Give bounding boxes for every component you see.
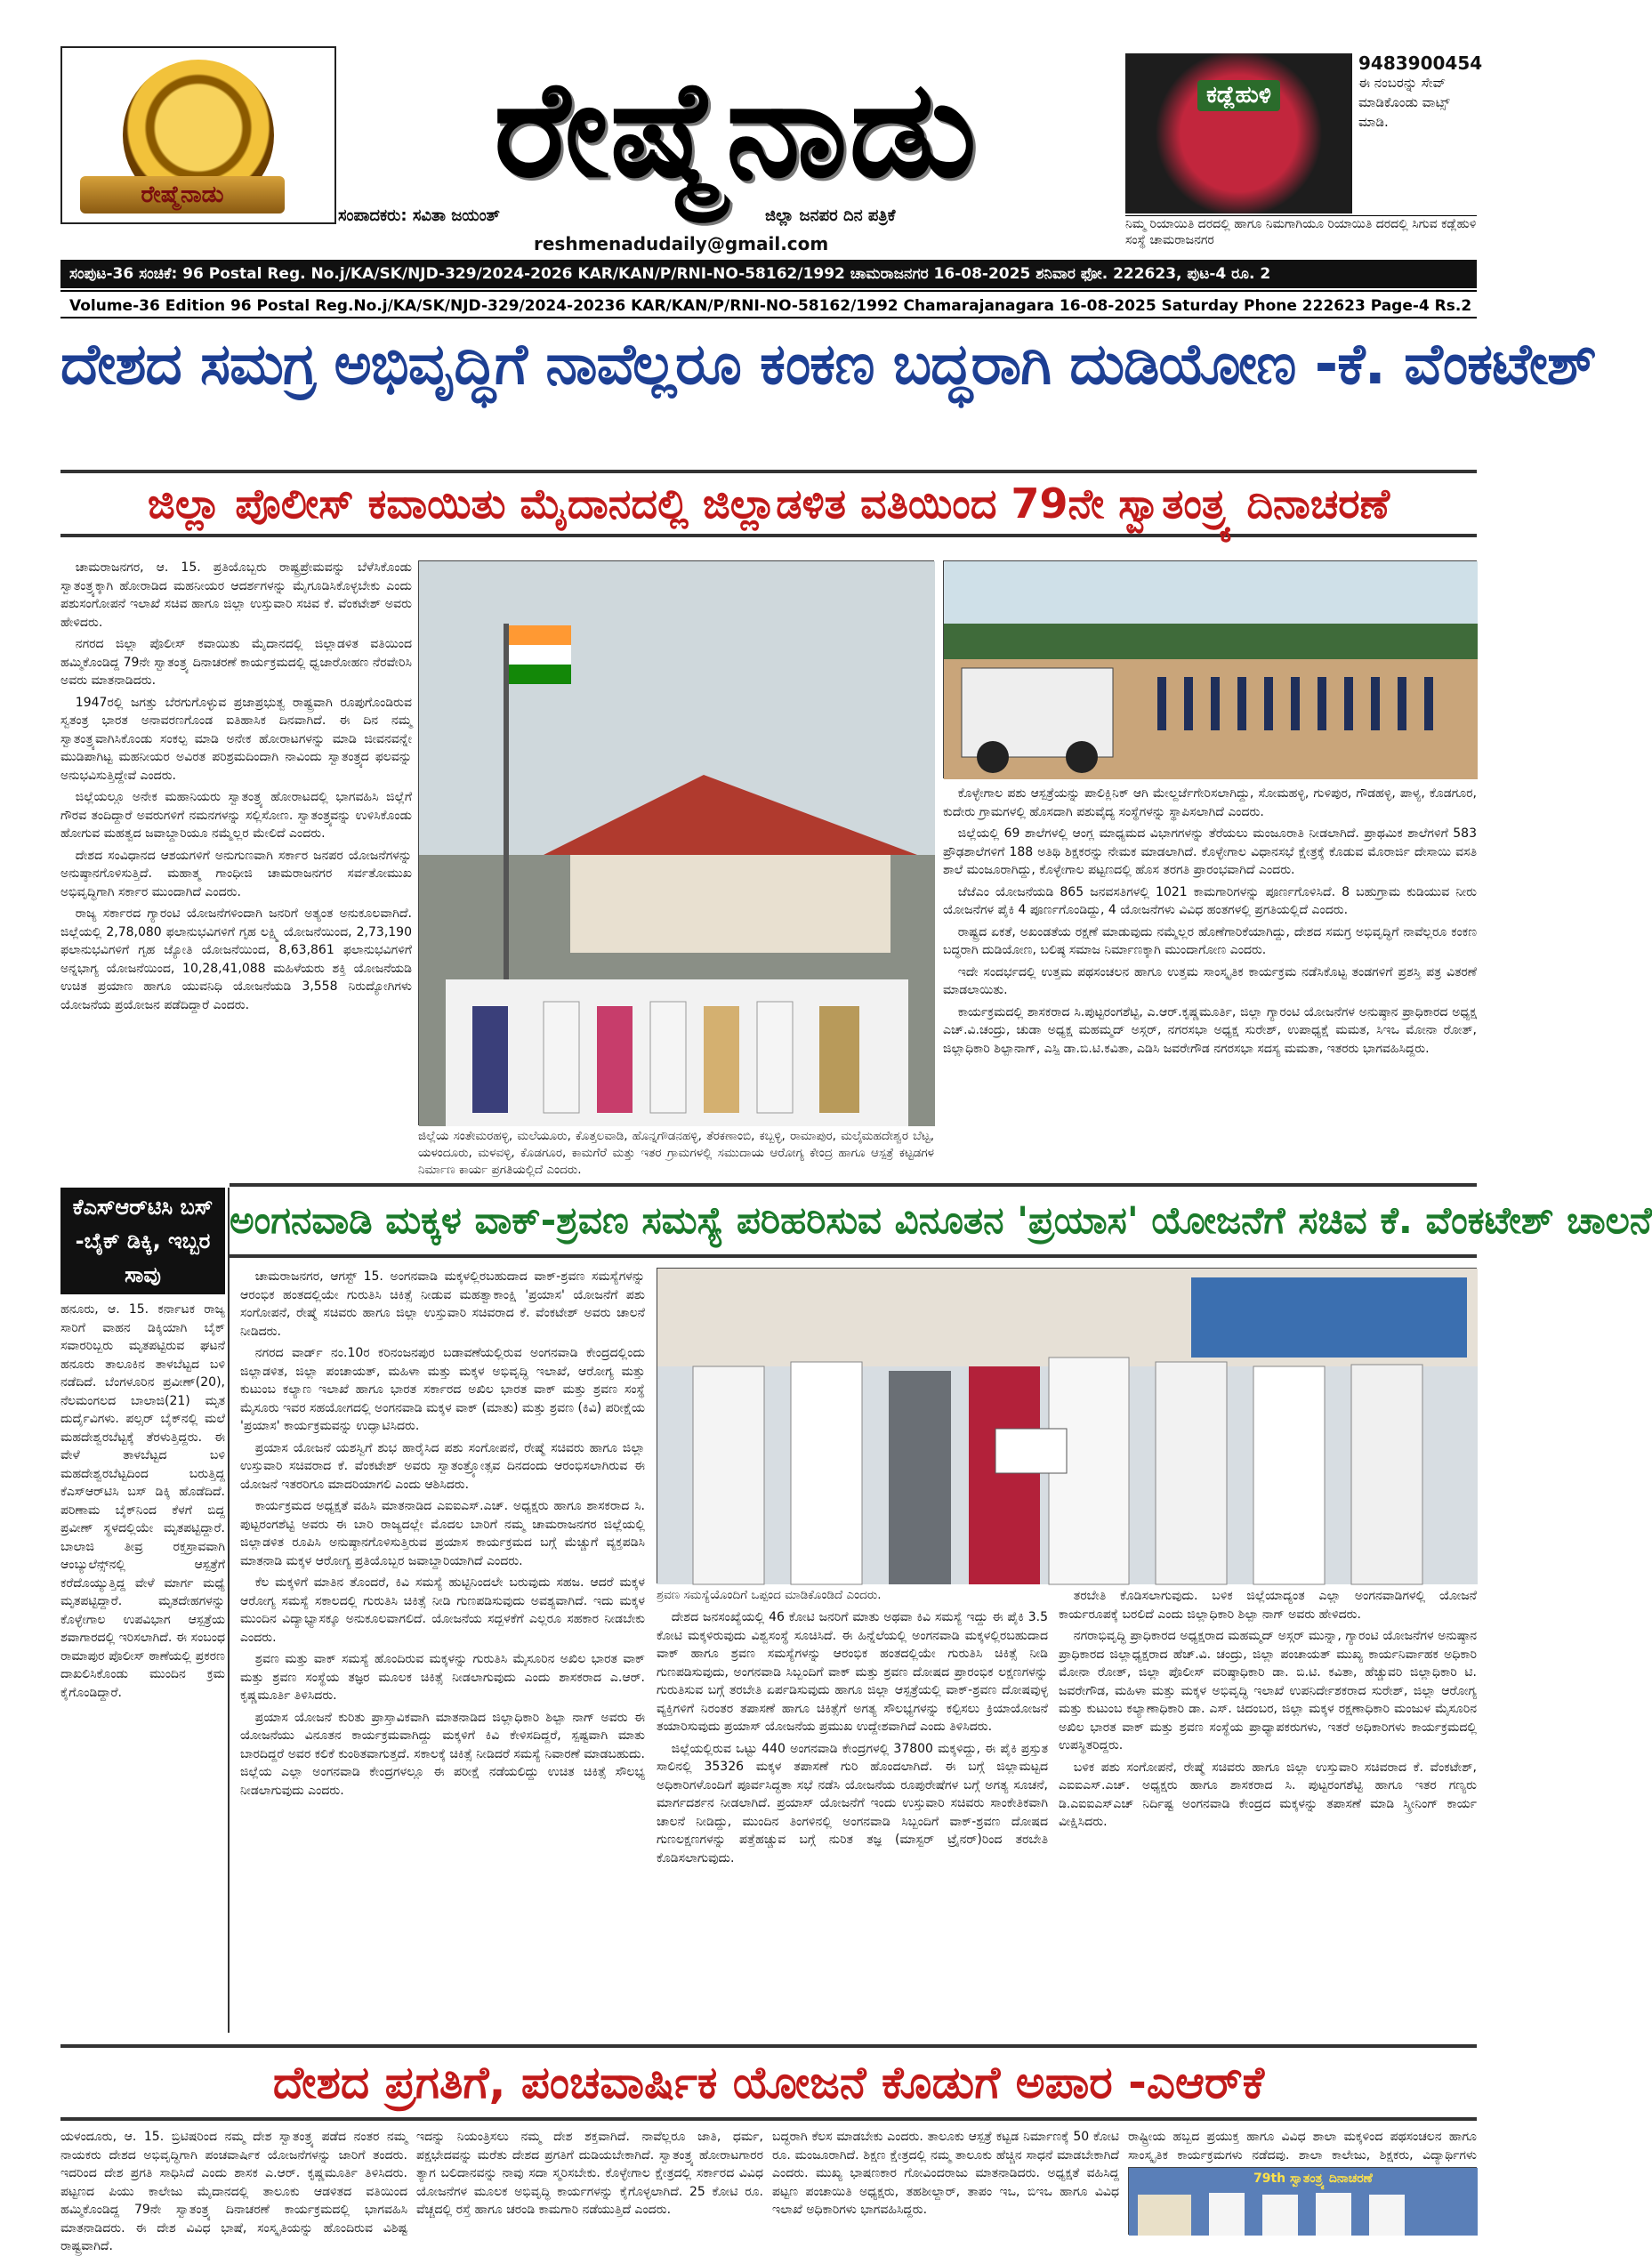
bottom-column-3: ಬದ್ಧರಾಗಿ ಕೆಲಸ ಮಾಡಬೇಕು ಎಂದರು. ತಾಲೂಕು ಆಸ್ಪತ್ರೆ ಕಟ್ಟಡ ನಿರ್ಮಾಣಕ್ಕೆ 50 ಕೋಟಿ ರೂ. ಮಂಜೂರಾಗಿದೆ. ಶಿಕ್ಷಣ ಕ್ಷೇತ್ರದಲ್ಲಿ ನಮ್ಮ ತಾಲೂಕು ಹೆಚ್ಚಿನ ಸಾಧನೆ ಮಾಡಬೇಕಾಗಿದೆ ಎಂದರು. ಮುಖ್ಯ ಭಾಷಣಕಾರ ಗೋವಿಂದರಾಜು ಮಾತನಾಡಿದರು. ಅಧ್ಯಕ್ಷತೆ ವಹಿಸಿದ್ದ ಪಟ್ಟಣ ಪಂಚಾಯಿತಿ ಅಧ್ಯಕ್ಷರು, ತಹಶೀಲ್ದಾರ್, ತಾಪಂ ಇಒ, ಬಿಇಒ ಹಾಗೂ ವಿವಿಧ ಇಲಾಖೆ ಅಧಿಕಾರಿಗಳು ಭಾಗವಹಿಸಿದ್ದರು. [772,2130,1119,2217]
email-address: reshmenadudaily@gmail.com [534,233,829,254]
mid-headline: ಅಂಗನವಾಡಿ ಮಕ್ಕಳ ವಾಕ್-ಶ್ರವಣ ಸಮಸ್ಯೆ ಪರಿಹರಿಸುವ ವಿನೂತನ 'ಪ್ರಯಾಸ' ಯೋಜನೆಗೆ ಸಚಿವ ಕೆ. ವೆಂಕಟೇಶ್ ಚಾಲನೆ [230,1183,1477,1258]
paragraph: ದೇಶದ ಸಂವಿಧಾನದ ಆಶಯಗಳಿಗೆ ಅನುಗುಣವಾಗಿ ಸರ್ಕಾರ ಜನಪರ ಯೋಜನೆಗಳನ್ನು ಅನುಷ್ಠಾನಗೊಳಿಸುತ್ತಿದೆ. ಮಹಾತ್ಮ ಗಾಂಧೀಜಿ ಚಾಮರಾಜನಗರ ಸರ್ವತೋಮುಖ ಅಭಿವೃದ್ಧಿಗಾಗಿ ಸರ್ಕಾರ ಮುಂದಾಗಿದೆ ಎಂದರು. [60,848,412,899]
photo-caption: ಶ್ರವಣ ಸಮಸ್ಯೆಯೊಂದಿಗೆ ಒಪ್ಪಂದ ಮಾಡಿಕೊಂಡಿದೆ ಎಂದರು. [657,1588,882,1602]
parade-illustration [944,561,1478,779]
tagline: ಜಿಲ್ಲಾ ಜನಪರ ದಿನ ಪತ್ರಿಕೆ [765,206,896,225]
newspaper-title: ರೇಷ್ಮೆನಾಡು [494,51,979,207]
bottom-column-4: ರಾಷ್ಟ್ರೀಯ ಹಬ್ಬದ ಪ್ರಯುಕ್ತ ಹಾಗೂ ವಿವಿಧ ಶಾಲಾ ಮಕ್ಕಳಿಂದ ಪಥಸಂಚಲನ ಹಾಗೂ ಸಾಂಸ್ಕೃತಿಕ ಕಾರ್ಯಕ್ರಮಗಳು ನಡೆದವು. ಶಾಲಾ ಕಾಲೇಜು, ಶಿಕ್ಷಕರು, ವಿದ್ಯಾರ್ಥಿಗಳು [1128,2130,1477,2163]
paragraph: ಕೊಳ್ಳೇಗಾಲ ಪಶು ಆಸ್ಪತ್ರೆಯನ್ನು ಪಾಲಿಕ್ಲಿನಿಕ್ ಆಗಿ ಮೇಲ್ದರ್ಜೆಗೇರಿಸಲಾಗಿದ್ದು, ಸೋಮಹಳ್ಳಿ, ಗುಳಿಪುರ, ಗೌಡಹಳ್ಳಿ, ಪಾಳ್ಯ, ಕೊಡಗೂರ, ಕುದೇರು ಗ್ರಾಮಗಳಲ್ಲಿ ಹೊಸದಾಗಿ ಪಶುವೈದ್ಯ ಸಂಸ್ಥೆಗಳನ್ನು ಸ್ಥಾಪಿಸಲಾಗಿದೆ ಎಂದರು. [943,786,1477,819]
info-bar-english: Volume-36 Edition 96 Postal Reg.No.j/KA/SK/NJD-329/2024-20236 KAR/KAN/P/RNI-NO-58162/1992 Chamarajanagara 16-08-2025 Saturday Phone 222623 Page-4 Rs.2 [60,290,1477,318]
mid-column-1 [240,1268,645,2033]
mid-column-2 [657,1608,1048,2034]
paragraph: ಜಿಲ್ಲೆಯಲ್ಲಿ 69 ಶಾಲೆಗಳಲ್ಲಿ ಆಂಗ್ಲ ಮಾಧ್ಯಮದ ವಿಭಾಗಗಳನ್ನು ತೆರೆಯಲು ಮಂಜೂರಾತಿ ನೀಡಲಾಗಿದೆ. ಪ್ರಾಥಮಿಕ ಶಾಲೆಗಳಿಗೆ 583 ಪ್ರೌಢಶಾಲೆಗಳಿಗೆ 188 ಅತಿಥಿ ಶಿಕ್ಷಕರನ್ನು ನೇಮಕ ಮಾಡಲಾಗಿದೆ. ಕೊಳ್ಳೇಗಾಲ ವಿಧಾನಸಭೆ ಕ್ಷೇತ್ರಕ್ಕೆ ಕೊಡುವ ಮೊರಾರ್ಜಿ ದೇಸಾಯಿ ವಸತಿ ಶಾಲೆ ಮಂಜೂರಾಗಿದ್ದು, ಕೊಳ್ಳೇಗಾಲ ಪಟ್ಟಣದಲ್ಲಿ ಹೊಸ ತರಗತಿ ಪ್ರಾರಂಭವಾಗಿದೆ ಎಂದರು. [943,826,1477,877]
mid-column-3 [1059,1587,1477,2034]
paragraph: ರಾಜ್ಯ ಸರ್ಕಾರದ ಗ್ಯಾರಂಟಿ ಯೋಜನೆಗಳಿಂದಾಗಿ ಜನರಿಗೆ ಅತ್ಯಂತ ಅನುಕೂಲವಾಗಿದೆ. ಜಿಲ್ಲೆಯಲ್ಲಿ 2,78,080 ಫಲಾನುಭವಿಗಳಿಗೆ ಗೃಹ ಲಕ್ಷ್ಮಿ ಯೋಜನೆಯಿಂದ, 2,73,190 ಫಲಾನುಭವಿಗಳಿಗೆ ಗೃಹ ಜ್ಯೋತಿ ಯೋಜನೆಯಿಂದ, 8,63,861 ಫಲಾನುಭವಿಗಳಿಗೆ ಅನ್ನಭಾಗ್ಯ ಯೋಜನೆಯಿಂದ, 10,28,41,088 ಮಹಿಳೆಯರು ಶಕ್ತಿ ಯೋಜನೆಯಡಿ ಉಚಿತ ಪ್ರಯಾಣ ಹಾಗೂ ಯುವನಿಧಿ ಯೋಜನೆಯಡಿ 3,558 ನಿರುದ್ಯೋಗಿಗಳು ಯೋಜನೆಯ ಪ್ರಯೋಜನ ಪಡೆದಿದ್ದಾರೆ ಎಂದರು. [60,906,412,1012]
brief-body: ಹನೂರು, ಆ. 15. ಕರ್ನಾಟಕ ರಾಜ್ಯ ಸಾರಿಗೆ ವಾಹನ ಡಿಕ್ಕಿಯಾಗಿ ಬೈಕ್ ಸವಾರರಿಬ್ಬರು ಮೃತಪಟ್ಟಿರುವ ಘಟನೆ ಹನೂರು ತಾಲೂಕಿನ ತಾಳಬೆಟ್ಟದ ಬಳಿ ನಡೆದಿದೆ. ಬೆಂಗಳೂರಿನ ಪ್ರವೀಣ್(20), ನೆಲಮಂಗಲದ ಬಾಲಾಜಿ(21) ಮೃತ ದುರ್ದೈವಿಗಳು. ಪಲ್ಸರ್ ಬೈಕ್‌ನಲ್ಲಿ ಮಲೆ ಮಹದೇಶ್ವರಬೆಟ್ಟಕ್ಕೆ ತೆರಳುತ್ತಿದ್ದರು. ಈ ವೇಳೆ ತಾಳಬೆಟ್ಟದ ಬಳಿ ಮಹದೇಶ್ವರಬೆಟ್ಟದಿಂದ ಬರುತ್ತಿದ್ದ ಕೆಎಸ್ಆರ್‌ಟಿಸಿ ಬಸ್ ಡಿಕ್ಕಿ ಹೊಡೆದಿದೆ. ಪರಿಣಾಮ ಬೈಕ್‌ನಿಂದ ಕೆಳಗೆ ಬಿದ್ದ ಪ್ರವೀಣ್ ಸ್ಥಳದಲ್ಲಿಯೇ ಮೃತಪಟ್ಟಿದ್ದಾರೆ. ಬಾಲಾಜಿ ತೀವ್ರ ರಕ್ತಸ್ರಾವವಾಗಿ ಆಂಬ್ಯುಲೆನ್ಸ್‌ನಲ್ಲಿ ಆಸ್ಪತ್ರೆಗೆ ಕರೆದೊಯ್ಯುತ್ತಿದ್ದ ವೇಳೆ ಮಾರ್ಗ ಮಧ್ಯೆ ಮೃತಪಟ್ಟಿದ್ದಾರೆ. ಮೃತದೇಹಗಳನ್ನು ಕೊಳ್ಳೇಗಾಲ ಉಪವಿಭಾಗ ಆಸ್ಪತ್ರೆಯ ಶವಾಗಾರದಲ್ಲಿ ಇರಿಸಲಾಗಿದೆ. ಈ ಸಂಬಂಧ ರಾಮಾಪುರ ಪೊಲೀಸ್ ಠಾಣೆಯಲ್ಲಿ ಪ್ರಕರಣ ದಾಖಲಿಸಿಕೊಂಡು ಮುಂದಿನ ಕ್ರಮ ಕೈಗೊಂಡಿದ್ದಾರೆ. [60,1302,225,1700]
paragraph: ಪ್ರಯಾಸ ಯೋಜನೆ ಕುರಿತು ಪ್ರಾಸ್ತಾವಿಕವಾಗಿ ಮಾತನಾಡಿದ ಜಿಲ್ಲಾಧಿಕಾರಿ ಶಿಲ್ಪಾ ನಾಗ್ ಅವರು ಈ ಯೋಜನೆಯು ವಿನೂತನ ಕಾರ್ಯಕ್ರಮವಾಗಿದ್ದು ಮಕ್ಕಳಿಗೆ ಕಿವಿ ಕೇಳಿಸದಿದ್ದರೆ, ಸ್ಪಷ್ಟವಾಗಿ ಮಾತು ಬಾರದಿದ್ದರೆ ಅವರ ಕಲಿಕೆ ಕುಂಠಿತವಾಗುತ್ತದೆ. ಸಕಾಲಕ್ಕೆ ಚಿಕಿತ್ಸೆ ನೀಡಿದರೆ ಸಮಸ್ಯೆ ನಿವಾರಣೆ ಮಾಡಬಹುದು. ಜಿಲ್ಲೆಯ ಎಲ್ಲಾ ಅಂಗನವಾಡಿ ಕೇಂದ್ರಗಳಲ್ಲೂ ಈ ಪರೀಕ್ಷೆ ನಡೆಯಲಿದ್ದು ಉಚಿತ ಚಿಕಿತ್ಸೆ ಸೌಲಭ್ಯ ನೀಡಲಾಗುವುದು ಎಂದರು. [240,1710,645,1798]
paragraph: ಬಳಿಕ ಪಶು ಸಂಗೋಪನೆ, ರೇಷ್ಮೆ ಸಚಿವರು ಹಾಗೂ ಜಿಲ್ಲಾ ಉಸ್ತುವಾರಿ ಸಚಿವರಾದ ಕೆ. ವೆಂಕಟೇಶ್, ಎಐಐಎಸ್.ಎಚ್. ಅಧ್ಯಕ್ಷರು ಹಾಗೂ ಶಾಸಕರಾದ ಸಿ. ಪುಟ್ಟರಂಗಶೆಟ್ಟಿ ಹಾಗೂ ಇತರ ಗಣ್ಯರು ಡಿ.ಎಐಐಎಸ್ಎಚ್ ನಿರ್ದಿಷ್ಟ ಅಂಗನವಾಡಿ ಕೇಂದ್ರದ ಮಕ್ಕಳನ್ನು ತಪಾಸಣೆ ಮಾಡಿ ಸ್ಕ್ರೀನಿಂಗ್ ಕಾರ್ಯ ವೀಕ್ಷಿಸಿದರು. [1059,1760,1478,1829]
paragraph: ಜೆಜೆಎಂ ಯೋಜನೆಯಡಿ 865 ಜನವಸತಿಗಳಲ್ಲಿ 1021 ಕಾಮಗಾರಿಗಳನ್ನು ಪೂರ್ಣಗೊಳಿಸಿದೆ. 8 ಬಹುಗ್ರಾಮ ಕುಡಿಯುವ ನೀರು ಯೋಜನೆಗಳ ಪೈಕಿ 4 ಪೂರ್ಣಗೊಂಡಿದ್ದು, 4 ಯೋಜನೆಗಳು ವಿವಿಧ ಹಂತಗಳಲ್ಲಿ ಪ್ರಗತಿಯಲ್ಲಿದೆ ಎಂದರು. [943,884,1477,917]
paragraph: ಪ್ರಯಾಸ ಯೋಜನೆ ಯಶಸ್ವಿಗೆ ಶುಭ ಹಾರೈಸಿದ ಪಶು ಸಂಗೋಪನೆ, ರೇಷ್ಮೆ ಸಚಿವರು ಹಾಗೂ ಜಿಲ್ಲಾ ಉಸ್ತುವಾರಿ ಸಚಿವರಾದ ಕೆ. ವೆಂಕಟೇಶ್ ಅವರು ಸ್ವಾತಂತ್ರ್ಯೋತ್ಸವ ದಿನದಂದು ಆರಂಭಿಸಲಾಗಿರುವ ಈ ಯೋಜನೆ ಇತರರಿಗೂ ಮಾದರಿಯಾಗಲಿ ಎಂದು ಆಶಿಸಿದರು. [240,1440,645,1492]
prayasa-launch-photo [657,1268,1477,1583]
photo-caption: ಜಿಲ್ಲೆಯ ಸಂತೇಮರಹಳ್ಳಿ, ಮಲೆಯೂರು, ಕೊತ್ತಲವಾಡಿ, ಹೊನ್ನಗೌಡನಹಳ್ಳಿ, ತೆರಕಣಾಂಬಿ, ಕಬ್ಬಳ್ಳಿ, ರಾಮಾಪುರ, ಮಲೈಮಹದೇಶ್ವರ ಬೆಟ್ಟ, ಯಳಂದೂರು, ಮಳವಳ್ಳಿ, ಕೊಡಗೂರ, ಕಾಮಗೆರೆ ಮತ್ತು ಇತರ ಗ್ರಾಮಗಳಲ್ಲಿ ಸಮುದಾಯ ಆರೋಗ್ಯ ಕೇಂದ್ರ ಹಾಗೂ ಆಸ್ಪತ್ರೆ ಕಟ್ಟಡಗಳ ನಿರ್ಮಾಣ ಕಾರ್ಯ ಪ್ರಗತಿಯಲ್ಲಿದೆ ಎಂದರು. [418,1129,934,1177]
paragraph: ತರಬೇತಿ ಕೊಡಿಸಲಾಗುವುದು. ಬಳಿಕ ಜಿಲ್ಲೆಯಾದ್ಯಂತ ಎಲ್ಲಾ ಅಂಗನವಾಡಿಗಳಲ್ಲಿ ಯೋಜನೆ ಕಾರ್ಯರೂಪಕ್ಕೆ ಬರಲಿದೆ ಎಂದು ಜಿಲ್ಲಾಧಿಕಾರಿ ಶಿಲ್ಪಾ ನಾಗ್ ಅವರು ಹೇಳಿದರು. [1059,1589,1477,1622]
bottom-event-photo [1128,2167,1477,2235]
editor-line: ಸಂಪಾದಕರು: ಸವಿತಾ ಜಯಂತ್ [338,206,500,225]
flag-hoisting-illustration [419,561,935,1126]
paragraph: ಶ್ರವಣ ಮತ್ತು ವಾಕ್ ಸಮಸ್ಯೆ ಹೊಂದಿರುವ ಮಕ್ಕಳನ್ನು ಗುರುತಿಸಿ ಮೈಸೂರಿನ ಅಖಿಲ ಭಾರತ ವಾಕ್ ಮತ್ತು ಶ್ರವಣ ಸಂಸ್ಥೆಯ ತಜ್ಞರ ಮೂಲಕ ಚಿಕಿತ್ಸೆ ನೀಡಲಾಗುವುದು ಎಂದು ಶಾಸಕರಾದ ಎ.ಆರ್. ಕೃಷ್ಣಮೂರ್ತಿ ತಿಳಿಸಿದರು. [240,1652,645,1703]
paragraph: 1947ರಲ್ಲಿ ಜಗತ್ತು ಬೆರಗುಗೊಳ್ಳುವ ಪ್ರಜಾಪ್ರಭುತ್ವ ರಾಷ್ಟ್ರವಾಗಿ ರೂಪುಗೊಂಡಿರುವ ಸ್ವತಂತ್ರ ಭಾರತ ಅನಾವರಣಗೊಂಡ ಐತಿಹಾಸಿಕ ದಿನವಾಗಿದೆ. ಈ ದಿನ ನಮ್ಮ ಸ್ವಾತಂತ್ರ್ಯವಾಗಿಸಿಕೊಂಡು ಸಂಕಲ್ಪ ಮಾಡಿ ಅನೇಕ ಹೋರಾಟಗಳನ್ನು ಮಾಡಿ ಜೀವನವನ್ನೇ ಮುಡಿಪಾಗಿಟ್ಟ ಮಹನೀಯರ ಅವಿರತ ಪರಿಶ್ರಮದಿಂದಾಗಿ ನಾವಿಂದು ಸ್ವಾತಂತ್ರ್ಯದ ಫಲವನ್ನು ಅನುಭವಿಸುತ್ತಿದ್ದೇವೆ ಎಂದರು. [60,695,412,783]
paragraph: ಚಾಮರಾಜನಗರ, ಆಗಸ್ಟ್ 15. ಅಂಗನವಾಡಿ ಮಕ್ಕಳಲ್ಲಿರಬಹುದಾದ ವಾಕ್-ಶ್ರವಣ ಸಮಸ್ಯೆಗಳನ್ನು ಆರಂಭಿಕ ಹಂತದಲ್ಲಿಯೇ ಗುರುತಿಸಿ ಚಿಕಿತ್ಸೆ ನೀಡುವ ಮಹತ್ವಾಕಾಂಕ್ಷಿ 'ಪ್ರಯಾಸ' ಯೋಜನೆಗೆ ಪಶು ಸಂಗೋಪನೆ, ರೇಷ್ಮೆ ಸಚಿವರು ಹಾಗೂ ಜಿಲ್ಲಾ ಉಸ್ತುವಾರಿ ಸಚಿವರಾದ ಕೆ. ವೆಂಕಟೇಶ್ ಅವರು ಚಾಲನೆ ನೀಡಿದರು. [240,1269,645,1339]
brief-headline: ಕೆಎಸ್ಆರ್‌ಟಿಸಿ ಬಸ್ -ಬೈಕ್ ಡಿಕ್ಕಿ, ಇಬ್ಬರ ಸಾವು [60,1188,225,1294]
paragraph: ನಗರದ ವಾರ್ಡ್ ನಂ.10ರ ಕರಿನಂಜನಪುರ ಬಡಾವಣೆಯಲ್ಲಿರುವ ಅಂಗನವಾಡಿ ಕೇಂದ್ರದಲ್ಲಿಂದು ಜಿಲ್ಲಾಡಳಿತ, ಜಿಲ್ಲಾ ಪಂಚಾಯತ್, ಮಹಿಳಾ ಮತ್ತು ಮಕ್ಕಳ ಅಭಿವೃದ್ಧಿ ಇಲಾಖೆ, ಆರೋಗ್ಯ ಮತ್ತು ಕುಟುಂಬ ಕಲ್ಯಾಣ ಇಲಾಖೆ ಹಾಗೂ ಭಾರತ ಸರ್ಕಾರದ ಅಖಿಲ ಭಾರತ ವಾಕ್ ಮತ್ತು ಶ್ರವಣ ಸಂಸ್ಥೆ ಮೈಸೂರು ಇವರ ಸಹಯೋಗದಲ್ಲಿ ಅಂಗನವಾಡಿ ಮಕ್ಕಳ ವಾಕ್ (ಮಾತು) ಮತ್ತು ಶ್ರವಣ (ಕಿವಿ) ಪರೀಕ್ಷೆಯ 'ಪ್ರಯಾಸ' ಕಾರ್ಯಕ್ರಮವನ್ನು ಉದ್ಘಾಟಿಸಿದರು. [240,1346,645,1433]
paragraph: ಜಿಲ್ಲೆಯಲ್ಲೂ ಅನೇಕ ಮಹಾನಿಯರು ಸ್ವಾತಂತ್ರ್ಯ ಹೋರಾಟದಲ್ಲಿ ಭಾಗವಹಿಸಿ ಜಿಲ್ಲೆಗೆ ಗೌರವ ತಂದಿದ್ದಾರೆ ಅವರುಗಳಿಗೆ ನಮನಗಳನ್ನು ಸಲ್ಲಿಸೋಣ. ಸ್ವಾತಂತ್ರ್ಯವನ್ನು ಉಳಿಸಿಕೊಂಡು ಹೋಗುವ ಮಹತ್ವದ ಜವಾಬ್ದಾರಿಯೂ ನಮ್ಮೆಲ್ಲರ ಮೇಲಿದೆ ಎಂದರು. [60,790,412,841]
paragraph: ಚಾಮರಾಜನಗರ, ಆ. 15. ಪ್ರತಿಯೊಬ್ಬರು ರಾಷ್ಟ್ರಪ್ರೇಮವನ್ನು ಬೆಳೆಸಿಕೊಂಡು ಸ್ವಾತಂತ್ರ್ಯಕ್ಕಾಗಿ ಹೋರಾಡಿದ ಮಹನೀಯರ ಆದರ್ಶಗಳನ್ನು ಮೈಗೂಡಿಸಿಕೊಳ್ಳಬೇಕು ಎಂದು ಪಶುಸಂಗೋಪನೆ ಇಲಾಖೆ ಸಚಿವ ಹಾಗೂ ಜಿಲ್ಲಾ ಉಸ್ತುವಾರಿ ಸಚಿವ ಕೆ. ವೆಂಕಟೇಶ್ ಅವರು ಹೇಳಿದರು. [60,560,412,630]
banner-text: 79th ಸ್ವಾತಂತ್ರ್ಯ ದಿನಾಚರಣೆ [1253,2171,1373,2186]
ad-brand: ಕಡ್ಲೆಹುಳಿ [1197,80,1280,111]
paragraph: ದೇಶದ ಜನಸಂಖ್ಯೆಯಲ್ಲಿ 46 ಕೋಟಿ ಜನರಿಗೆ ಮಾತು ಅಥವಾ ಕಿವಿ ಸಮಸ್ಯೆ ಇದ್ದು ಈ ಪೈಕಿ 3.5 ಕೋಟಿ ಮಕ್ಕಳಿರುವುದು ವಿಶ್ವಸಂಸ್ಥೆ ಸೂಚಿಸಿದೆ. ಈ ಹಿನ್ನೆಲೆಯಲ್ಲಿ ಅಂಗನವಾಡಿ ಮಕ್ಕಳಲ್ಲಿರಬಹುದಾದ ವಾಕ್ ಹಾಗೂ ಶ್ರವಣ ಸಮಸ್ಯೆಗಳನ್ನು ಆರಂಭಿಕ ಹಂತದಲ್ಲಿಯೇ ಗುರುತಿಸಿ ಚಿಕಿತ್ಸೆ ನೀಡಿ ಗುಣಪಡಿಸುವುದು, ಅಂಗನವಾಡಿ ಸಿಬ್ಬಂದಿಗೆ ವಾಕ್ ಮತ್ತು ಶ್ರವಣ ದೋಷದ ಪ್ರಾರಂಭಿಕ ಲಕ್ಷಣಗಳನ್ನು ಗುರುತಿಸುವ ಬಗ್ಗೆ ತರಬೇತಿ ಏರ್ಪಡಿಸುವುದು ಹಾಗೂ ಜಿಲ್ಲಾ ಆಸ್ಪತ್ರೆಯಲ್ಲಿ ವಾಕ್-ಶ್ರವಣ ದೋಷವುಳ್ಳ ವ್ಯಕ್ತಿಗಳಿಗೆ ನಿರಂತರ ತಪಾಸಣೆ ಹಾಗೂ ಚಿಕಿತ್ಸೆಗೆ ಅಗತ್ಯ ಸೌಲಭ್ಯಗಳನ್ನು ಕಲ್ಪಿಸಲು ಕ್ರಿಯಾಯೋಜನೆ ತಯಾರಿಸುವುದು ಪ್ರಯಾಸ್ ಯೋಜನೆಯ ಪ್ರಮುಖ ಉದ್ದೇಶವಾಗಿದೆ ಎಂದು ತಿಳಿಸಿದರು. [657,1610,1048,1734]
logo-ribbon: ರೇಷ್ಮೆನಾಡು [80,176,285,214]
lead-column-1 [60,559,412,1172]
column-divider [228,1188,230,2033]
ad-side-text [1358,52,1483,132]
paragraph: ಕಾರ್ಯಕ್ರಮದಲ್ಲಿ ಶಾಸಕರಾದ ಸಿ.ಪುಟ್ಟರಂಗಶೆಟ್ಟಿ, ಎ.ಆರ್.ಕೃಷ್ಣಮೂರ್ತಿ, ಜಿಲ್ಲಾ ಗ್ಯಾರಂಟಿ ಯೋಜನೆಗಳ ಅನುಷ್ಠಾನ ಪ್ರಾಧಿಕಾರದ ಅಧ್ಯಕ್ಷ ಎಚ್.ವಿ.ಚಂದ್ರು, ಚುಡಾ ಅಧ್ಯಕ್ಷ ಮಹಮ್ಮದ್ ಅಸ್ಗರ್, ನಗರಸಭಾ ಅಧ್ಯಕ್ಷ ಸುರೇಶ್, ಉಪಾಧ್ಯಕ್ಷೆ ಮಮತ, ಸಿಇಒ ಮೋನಾ ರೋತ್, ಜಿಲ್ಲಾಧಿಕಾರಿ ಶಿಲ್ಪಾನಾಗ್, ಎಸ್ಪಿ ಡಾ.ಬಿ.ಟಿ.ಕವಿತಾ, ಎಡಿಸಿ ಜವರೇಗೌಡ ನಗರಸಭಾ ಸದಸ್ಯ ಮಮತಾ, ಇತರರು ಭಾಗವಹಿಸಿದ್ದರು. [943,1004,1477,1056]
bottom-column-1: ಯಳಂದೂರು, ಆ. 15. ಬ್ರಿಟಿಷರಿಂದ ನಮ್ಮ ದೇಶ ಸ್ವಾತಂತ್ರ್ಯ ಪಡೆದ ನಂತರ ನಮ್ಮ ನಾಯಕರು ದೇಶದ ಅಭಿವೃದ್ಧಿಗಾಗಿ ಪಂಚವಾರ್ಷಿಕ ಯೋಜನೆಗಳನ್ನು ಜಾರಿಗೆ ತಂದರು. ಇದರಿಂದ ದೇಶ ಪ್ರಗತಿ ಸಾಧಿಸಿದೆ ಎಂದು ಶಾಸಕ ಎ.ಆರ್. ಕೃಷ್ಣಮೂರ್ತಿ ತಿಳಿಸಿದರು. ಪಟ್ಟಣದ ಪಿಯು ಕಾಲೇಜು ಮೈದಾನದಲ್ಲಿ ತಾಲೂಕು ಆಡಳಿತದ ವತಿಯಿಂದ ಹಮ್ಮಿಕೊಂಡಿದ್ದ 79ನೇ ಸ್ವಾತಂತ್ರ್ಯ ದಿನಾಚರಣೆ ಕಾರ್ಯಕ್ರಮದಲ್ಲಿ ಭಾಗವಹಿಸಿ ಮಾತನಾಡಿದರು. ಈ ದೇಶ ವಿವಿಧ ಭಾಷೆ, ಸಂಸ್ಕೃತಿಯನ್ನು ಹೊಂದಿರುವ ವಿಶಿಷ್ಟ ರಾಷ್ಟ್ರವಾಗಿದೆ. [60,2130,407,2253]
bottom-column-2: ಇದನ್ನು ನಿಯಂತ್ರಿಸಲು ನಮ್ಮ ದೇಶ ಶಕ್ತವಾಗಿದೆ. ನಾವೆಲ್ಲರೂ ಜಾತಿ, ಧರ್ಮ, ಪಕ್ಷಭೇದವನ್ನು ಮರೆತು ದೇಶದ ಪ್ರಗತಿಗೆ ದುಡಿಯಬೇಕಾಗಿದೆ. ಸ್ವಾತಂತ್ರ್ಯ ಹೋರಾಟಗಾರರ ತ್ಯಾಗ ಬಲಿದಾನವನ್ನು ನಾವು ಸದಾ ಸ್ಮರಿಸಬೇಕು. ಕೊಳ್ಳೇಗಾಲ ಕ್ಷೇತ್ರದಲ್ಲಿ ಸರ್ಕಾರದ ವಿವಿಧ ಯೋಜನೆಗಳ ಮೂಲಕ ಅಭಿವೃದ್ಧಿ ಕಾರ್ಯಗಳನ್ನು ಕೈಗೊಳ್ಳಲಾಗಿದೆ. 25 ಕೋಟಿ ರೂ. ವೆಚ್ಚದಲ್ಲಿ ರಸ್ತೆ ಹಾಗೂ ಚರಂಡಿ ಕಾಮಗಾರಿ ನಡೆಯುತ್ತಿದೆ ಎಂದರು. [416,2130,763,2217]
paragraph: ಇದೇ ಸಂದರ್ಭದಲ್ಲಿ ಉತ್ತಮ ಪಥಸಂಚಲನ ಹಾಗೂ ಉತ್ತಮ ಸಾಂಸ್ಕೃತಿಕ ಕಾರ್ಯಕ್ರಮ ನಡೆಸಿಕೊಟ್ಟ ತಂಡಗಳಿಗೆ ಪ್ರಶಸ್ತಿ ಪತ್ರ ವಿತರಣೆ ಮಾಡಲಾಯಿತು. [943,964,1477,997]
lead-headline: ದೇಶದ ಸಮಗ್ರ ಅಭಿವೃದ್ಧಿಗೆ ನಾವೆಲ್ಲರೂ ಕಂಕಣ ಬದ್ಧರಾಗಿ ದುಡಿಯೋಣ -ಕೆ. ವೆಂಕಟೇಶ್ [60,332,1596,398]
paragraph: ನಗರಾಭಿವೃದ್ಧಿ ಪ್ರಾಧಿಕಾರದ ಅಧ್ಯಕ್ಷರಾದ ಮಹಮ್ಮದ್ ಅಸ್ಗರ್ ಮುನ್ನಾ, ಗ್ಯಾರಂಟಿ ಯೋಜನೆಗಳ ಅನುಷ್ಠಾನ ಪ್ರಾಧಿಕಾರದ ಜಿಲ್ಲಾಧ್ಯಕ್ಷರಾದ ಹೆಚ್.ವಿ. ಚಂದ್ರು, ಜಿಲ್ಲಾ ಪಂಚಾಯತ್ ಮುಖ್ಯ ಕಾರ್ಯನಿರ್ವಾಹಕ ಅಧಿಕಾರಿ ಮೋನಾ ರೋತ್, ಜಿಲ್ಲಾ ಪೊಲೀಸ್ ವರಿಷ್ಠಾಧಿಕಾರಿ ಡಾ. ಬಿ.ಟಿ. ಕವಿತಾ, ಹೆಚ್ಚುವರಿ ಜಿಲ್ಲಾಧಿಕಾರಿ ಟಿ. ಜವರೇಗೌಡ, ಮಹಿಳಾ ಮತ್ತು ಮಕ್ಕಳ ಅಭಿವೃದ್ಧಿ ಇಲಾಖೆ ಉಪನಿರ್ದೇಶಕರಾದ ಸುರೇಶ್, ಜಿಲ್ಲಾ ಆರೋಗ್ಯ ಮತ್ತು ಕುಟುಂಬ ಕಲ್ಯಾಣಾಧಿಕಾರಿ ಡಾ. ಎಸ್. ಚಿದಂಬರ, ಜಿಲ್ಲಾ ಮಕ್ಕಳ ರಕ್ಷಣಾಧಿಕಾರಿ ಮಂಜುಳ ಮೈಸೂರಿನ ಅಖಿಲ ಭಾರತ ವಾಕ್ ಮತ್ತು ಶ್ರವಣ ಸಂಸ್ಥೆಯ ಪ್ರಾಧ್ಯಾಪಕರುಗಳು, ಇತರೆ ಅಧಿಕಾರಿಗಳು ಕಾರ್ಯಕ್ರಮದಲ್ಲಿ ಉಪಸ್ಥಿತರಿದ್ದರು. [1059,1629,1477,1752]
masthead-logo [60,46,336,224]
paragraph: ಕೆಲ ಮಕ್ಕಳಿಗೆ ಮಾತಿನ ತೊಂದರೆ, ಕಿವಿ ಸಮಸ್ಯೆ ಹುಟ್ಟಿನಿಂದಲೇ ಬರುವುದು ಸಹಜ. ಆದರೆ ಮಕ್ಕಳ ಆರೋಗ್ಯ ಸಮಸ್ಯೆ ಸಕಾಲದಲ್ಲಿ ಗುರುತಿಸಿ ಚಿಕಿತ್ಸೆ ನೀಡಿ ಗುಣಪಡಿಸುವುದು ಅವಶ್ಯವಾಗಿದೆ. ಇದು ಮಕ್ಕಳ ಮುಂದಿನ ವಿದ್ಯಾಭ್ಯಾಸಕ್ಕೂ ಅನುಕೂಲವಾಗಲಿದೆ. ಯೋಜನೆಯ ಸದ್ಬಳಕೆಗೆ ಎಲ್ಲರೂ ಸಹಕಾರ ನೀಡಬೇಕು ಎಂದರು. [240,1575,645,1645]
bottom-headline: ದೇಶದ ಪ್ರಗತಿಗೆ, ಪಂಚವಾರ್ಷಿಕ ಯೋಜನೆ ಕೊಡುಗೆ ಅಪಾರ -ಎಆರ್‌ಕೆ [60,2044,1477,2121]
lead-column-3 [943,785,1477,1176]
flag-hoisting-photo [418,560,934,1125]
ad-note: ಈ ನಂಬರನ್ನು ಸೇವ್ ಮಾಡಿಕೊಂಡು ವಾಟ್ಸ್ ಮಾಡಿ. [1358,75,1450,130]
paragraph: ನಗರದ ಜಿಲ್ಲಾ ಪೊಲೀಸ್ ಕವಾಯಿತು ಮೈದಾನದಲ್ಲಿ ಜಿಲ್ಲಾಡಳಿತ ವತಿಯಿಂದ ಹಮ್ಮಿಕೊಂಡಿದ್ದ 79ನೇ ಸ್ವಾತಂತ್ರ್ಯ ದಿನಾಚರಣೆ ಕಾರ್ಯಕ್ರಮದಲ್ಲಿ ಧ್ವಜಾರೋಹಣ ನೆರವೇರಿಸಿ ಅವರು ಮಾತನಾಡಿದರು. [60,637,412,688]
parade-photo [943,560,1477,778]
prayasa-launch-illustration [657,1269,1478,1584]
ad-heart-image [1125,53,1352,214]
ad-phone: 9483900454 [1358,52,1483,74]
masthead-ad [1125,52,1483,247]
lead-subheadline: ಜಿಲ್ಲಾ ಪೊಲೀಸ್ ಕವಾಯಿತು ಮೈದಾನದಲ್ಲಿ ಜಿಲ್ಲಾಡಳಿತ ವತಿಯಿಂದ 79ನೇ ಸ್ವಾತಂತ್ರ್ಯ ದಿನಾಚರಣೆ [60,470,1477,537]
paragraph: ರಾಷ್ಟ್ರದ ಏಕತೆ, ಅಖಂಡತೆಯ ರಕ್ಷಣೆ ಮಾಡುವುದು ನಮ್ಮೆಲ್ಲರ ಹೊಣೆಗಾರಿಕೆಯಾಗಿದ್ದು, ದೇಶದ ಸಮಗ್ರ ಅಭಿವೃದ್ಧಿಗೆ ನಾವೆಲ್ಲರೂ ಕಂಕಣ ಬದ್ಧರಾಗಿ ದುಡಿಯೋಣ, ಬಲಿಷ್ಠ ಸಮಾಜ ನಿರ್ಮಾಣಕ್ಕಾಗಿ ಮುಂದಾಗೋಣ ಎಂದರು. [943,924,1477,957]
info-bar-kannada: ಸಂಪುಟ-36 ಸಂಚಿಕೆ: 96 Postal Reg. No.j/KA/SK/NJD-329/2024-2026 KAR/KAN/P/RNI-NO-58162/1992 ಚಾಮರಾಜನಗರ 16-08-2025 ಶನಿವಾರ ಫೋ. 222623, ಪುಟ-4 ರೂ. 2 [60,260,1477,288]
paragraph: ಜಿಲ್ಲೆಯಲ್ಲಿರುವ ಒಟ್ಟು 440 ಅಂಗನವಾಡಿ ಕೇಂದ್ರಗಳಲ್ಲಿ 37800 ಮಕ್ಕಳಿದ್ದು, ಈ ಪೈಕಿ ಪ್ರಸ್ತುತ ಸಾಲಿನಲ್ಲಿ 35326 ಮಕ್ಕಳ ತಪಾಸಣೆ ಗುರಿ ಹೊಂದಲಾಗಿದೆ. ಈ ಬಗ್ಗೆ ಜಿಲ್ಲಾಮಟ್ಟದ ಅಧಿಕಾರಿಗಳೊಂದಿಗೆ ಪೂರ್ವಸಿದ್ಧತಾ ಸಭೆ ನಡೆಸಿ ಯೋಜನೆಯ ರೂಪುರೇಷೆಗಳ ಬಗ್ಗೆ ಅಗತ್ಯ ಸೂಚನೆ, ಮಾರ್ಗದರ್ಶನ ನೀಡಲಾಗಿದೆ. ಪ್ರಯಾಸ್ ಯೋಜನೆಗೆ ಇಂದು ಉಸ್ತುವಾರಿ ಸಚಿವರು ಸಾಂಕೇತಿಕವಾಗಿ ಚಾಲನೆ ನೀಡಿದ್ದು, ಮುಂದಿನ ತಿಂಗಳಿನಲ್ಲಿ ಅಂಗನವಾಡಿ ಸಿಬ್ಬಂದಿಗೆ ವಾಕ್-ಶ್ರವಣ ದೋಷದ ಗುಣಲಕ್ಷಣಗಳನ್ನು ಪತ್ತೆಹಚ್ಚುವ ಬಗ್ಗೆ ನುರಿತ ತಜ್ಞ (ಮಾಸ್ಟರ್ ಟ್ರೈನರ್)ರಿಂದ ತರಬೇತಿ ಕೊಡಿಸಲಾಗುವುದು. [657,1741,1048,1865]
paragraph: ಕಾರ್ಯಕ್ರಮದ ಅಧ್ಯಕ್ಷತೆ ವಹಿಸಿ ಮಾತನಾಡಿದ ಎಐಐಎಸ್.ಎಚ್. ಅಧ್ಯಕ್ಷರು ಹಾಗೂ ಶಾಸಕರಾದ ಸಿ. ಪುಟ್ಟರಂಗಶೆಟ್ಟಿ ಅವರು ಈ ಬಾರಿ ರಾಜ್ಯದಲ್ಲೇ ಮೊದಲ ಬಾರಿಗೆ ನಮ್ಮ ಚಾಮರಾಜನಗರ ಜಿಲ್ಲೆಯಲ್ಲಿ ಜಿಲ್ಲಾಡಳಿತ ರೂಪಿಸಿ ಅನುಷ್ಠಾನಗೊಳಿಸುತ್ತಿರುವ ಪ್ರಯಾಸ ಕಾರ್ಯಕ್ರಮದ ಬಗ್ಗೆ ಮೆಚ್ಚುಗೆ ವ್ಯಕ್ತಪಡಿಸಿ ಮಾತನಾಡಿ ಮಕ್ಕಳ ಆರೋಗ್ಯ ಪ್ರತಿಯೊಬ್ಬರ ಜವಾಬ್ದಾರಿಯಾಗಿದೆ ಎಂದರು. [240,1499,645,1568]
ad-footer: ನಿಮ್ಮ ರಿಯಾಯಿತಿ ದರದಲ್ಲಿ ಹಾಗೂ ನಿಮಗಾಗಿಯೂ ರಿಯಾಯಿತಿ ದರದಲ್ಲಿ ಸಿಗುವ ಕಡ್ಲೆಹುಳಿ ಸಂಸ್ಥೆ ಚಾಮರಾಜನಗರ [1125,217,1477,247]
